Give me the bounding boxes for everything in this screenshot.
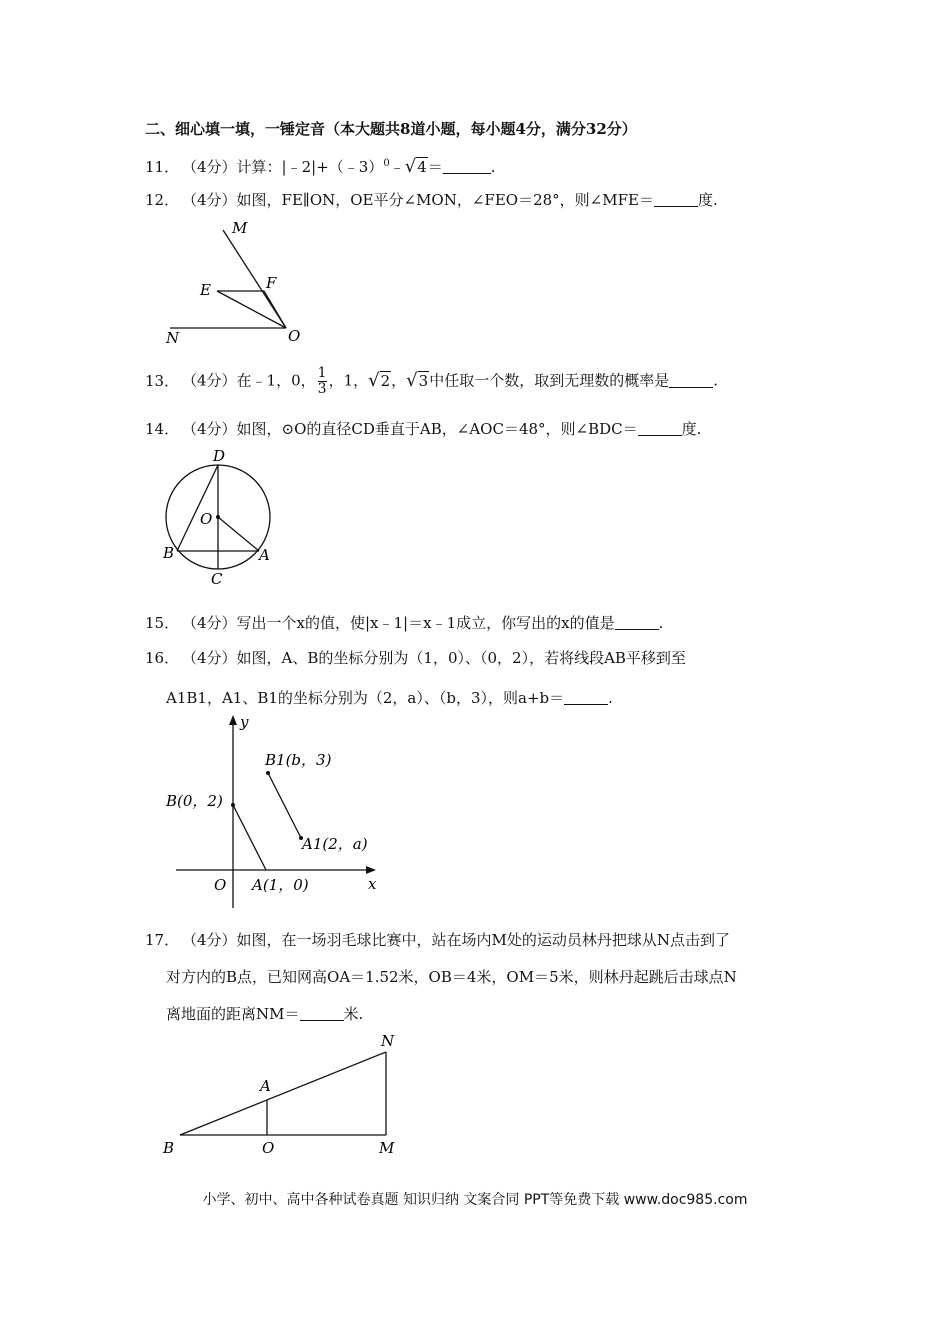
label-C: C bbox=[211, 570, 223, 588]
label-B: B bbox=[163, 544, 175, 562]
label-O: O bbox=[200, 510, 213, 528]
question-16-line-2: A1B1，A1、B1的坐标分别为（2，a）、（b，3），则a+b＝ . bbox=[166, 689, 613, 707]
question-14: 14． （4分）如图，⊙O的直径CD垂直于AB，∠AOC＝48°，则∠BDC＝ 度. bbox=[145, 420, 702, 438]
label-F: F bbox=[266, 274, 277, 292]
x-axis-arrow bbox=[366, 866, 376, 874]
label-B: B(0，2) bbox=[166, 792, 223, 810]
label-B: B bbox=[163, 1139, 175, 1157]
label-N: N bbox=[381, 1032, 395, 1050]
label-O: O bbox=[262, 1139, 275, 1157]
question-16-line-1: 16． （4分）如图，A、B的坐标分别为（1，0）、（0，2），若将线段AB平移到至 bbox=[145, 649, 686, 667]
figure-12 bbox=[160, 215, 320, 345]
answer-blank bbox=[654, 190, 698, 207]
label-y: y bbox=[240, 713, 249, 731]
figure-14 bbox=[155, 447, 290, 592]
answer-blank bbox=[300, 1004, 344, 1021]
question-11: 11． （4分）计算：|﹣2|+（﹣3）$^0$﹣√4＝ . bbox=[145, 156, 496, 177]
question-17-line-1: 17． （4分）如图，在一场羽毛球比赛中，站在场内M处的运动员林丹把球从N点击到了 bbox=[145, 931, 731, 949]
answer-blank bbox=[564, 688, 608, 705]
fraction-one-third: $\frac{1}{3}$ bbox=[317, 365, 327, 397]
footer-text: 小学、初中、高中各种试卷真题 知识归纳 文案合同 PPT等免费下载 www.doc985.com bbox=[202, 1192, 748, 1208]
question-number: 11． bbox=[145, 158, 180, 176]
question-17-line-2: 对方内的B点，已知网高OA＝1.52米，OB＝4米，OM＝5米，则林丹起跳后击球点N bbox=[166, 968, 737, 986]
label-M: M bbox=[379, 1139, 395, 1157]
label-B1: B1(b，3) bbox=[265, 751, 332, 769]
sqrt-4: √4 bbox=[404, 156, 427, 177]
label-A: A(1，0) bbox=[252, 876, 309, 894]
question-12: 12． （4分）如图，FE∥ON，OE平分∠MON，∠FEO＝28°，则∠MFE＝ 度. bbox=[145, 191, 718, 209]
section-title: 二、细心填一填，一锤定音（本大题共8道小题，每小题4分，满分32分） bbox=[145, 120, 637, 138]
sqrt-2: √2 bbox=[368, 369, 391, 391]
answer-blank bbox=[443, 157, 491, 174]
question-17-line-3: 离地面的距离NM＝ 米. bbox=[166, 1005, 364, 1023]
label-E: E bbox=[200, 281, 211, 299]
y-axis-arrow bbox=[229, 715, 237, 725]
label-A: A bbox=[259, 546, 270, 564]
label-x: x bbox=[368, 875, 377, 893]
question-13: 13． （4分）在﹣1，0， $\frac{1}{3}$ ，1，√2，√3中任取一个数，取到无理数的概率是 . bbox=[145, 365, 718, 397]
figure-16 bbox=[160, 713, 390, 913]
label-O: O bbox=[214, 876, 227, 894]
label-O: O bbox=[288, 327, 301, 345]
question-15: 15． （4分）写出一个x的值，使|x﹣1|＝x﹣1成立，你写出的x的值是 . bbox=[145, 614, 664, 632]
answer-blank bbox=[669, 371, 713, 388]
answer-blank bbox=[638, 419, 682, 436]
label-M: M bbox=[232, 219, 248, 237]
label-A1: A1(2，a) bbox=[302, 835, 368, 853]
label-A: A bbox=[260, 1077, 271, 1095]
answer-blank bbox=[615, 613, 659, 630]
label-N: N bbox=[166, 329, 180, 345]
label-D: D bbox=[213, 447, 226, 465]
figure-17 bbox=[155, 1030, 415, 1160]
sqrt-3: √3 bbox=[406, 369, 429, 391]
